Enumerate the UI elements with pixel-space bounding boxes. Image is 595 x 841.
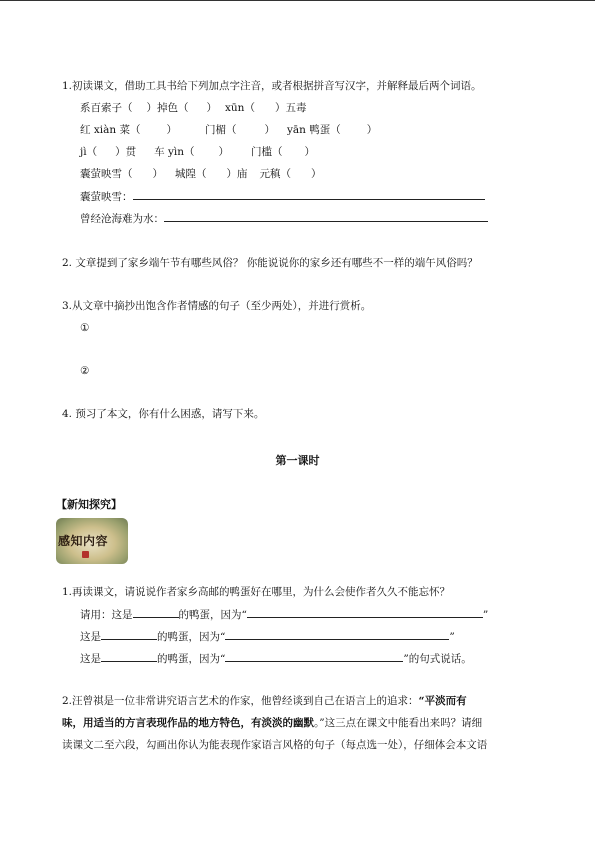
q1-row-6: 曾经沧海难为水：	[80, 211, 488, 226]
answer-line[interactable]	[133, 189, 485, 200]
p1-answer-1: 请用：这是 的鸭蛋，因为“ ”	[80, 609, 489, 621]
p2-line-2: 味，用适当的方言表现作品的地方特色，有淡淡的幽默。”这三点在课文中能看出来吗？请细	[62, 717, 483, 729]
q1-row-3: jì（ ）贯 车 yìn（ ） 门槛（ ）	[80, 146, 316, 158]
answer-line[interactable]	[225, 629, 449, 640]
lesson-title: 第一课时	[275, 454, 320, 467]
seal-icon	[82, 551, 89, 558]
answer-line[interactable]	[225, 651, 403, 662]
answer-line[interactable]	[101, 651, 157, 662]
page-top-border	[0, 0, 595, 1]
q1-row-1: 系百索子（ ）掉色（ ） xūn（ ）五毒	[80, 102, 307, 114]
q1-row-5: 囊萤映雪：	[80, 189, 485, 204]
p1-answer-3: 这是 的鸭蛋，因为“ ”的句式说话。	[80, 653, 472, 665]
answer-line[interactable]	[164, 211, 488, 222]
q1-stem: 1.初读课文，借助工具书给下列加点字注音，或者根据拼音写汉字，并解释最后两个词语。	[62, 80, 482, 92]
p1-stem: 1.再读课文，请说说作者家乡高邮的鸭蛋好在哪里，为什么会使作者久久不能忘怀？	[62, 586, 451, 598]
p2-line-3: 读课文二至六段，勾画出你认为能表现作家语言风格的句子（每点选一处），仔细体会本文语	[62, 739, 488, 751]
section-emblem-image	[56, 518, 128, 564]
section-label: 【新知探究】	[56, 498, 122, 511]
emblem-text: 感知内容	[58, 534, 109, 548]
p1-answer-2: 这是 的鸭蛋，因为“ ”	[80, 631, 455, 643]
q3-marker-2: ②	[80, 365, 90, 377]
q2-text: 2. 文章提到了家乡端午节有哪些风俗？ 你能说说你的家乡还有哪些不一样的端午风俗吗？	[62, 257, 478, 269]
answer-line[interactable]	[133, 607, 179, 618]
q1-row-2: 红 xiàn 菜（ ） 门楣（ ） yān 鸭蛋（ ）	[80, 124, 378, 136]
q3-marker-1: ①	[80, 322, 90, 334]
answer-line[interactable]	[101, 629, 157, 640]
answer-line[interactable]	[247, 607, 483, 618]
p2-line-1: 2.汪曾祺是一位非常讲究语言艺术的作家，他曾经谈到自己在语言上的追求：“平淡而有	[62, 695, 467, 707]
q1-row-4: 囊萤映雪（ ） 城隍（ ）庙 元稹（ ）	[80, 168, 322, 180]
q4-text: 4. 预习了本文，你有什么困惑，请写下来。	[62, 408, 265, 420]
q3-stem: 3.从文章中摘抄出饱含作者情感的句子（至少两处），并进行赏析。	[62, 300, 372, 312]
